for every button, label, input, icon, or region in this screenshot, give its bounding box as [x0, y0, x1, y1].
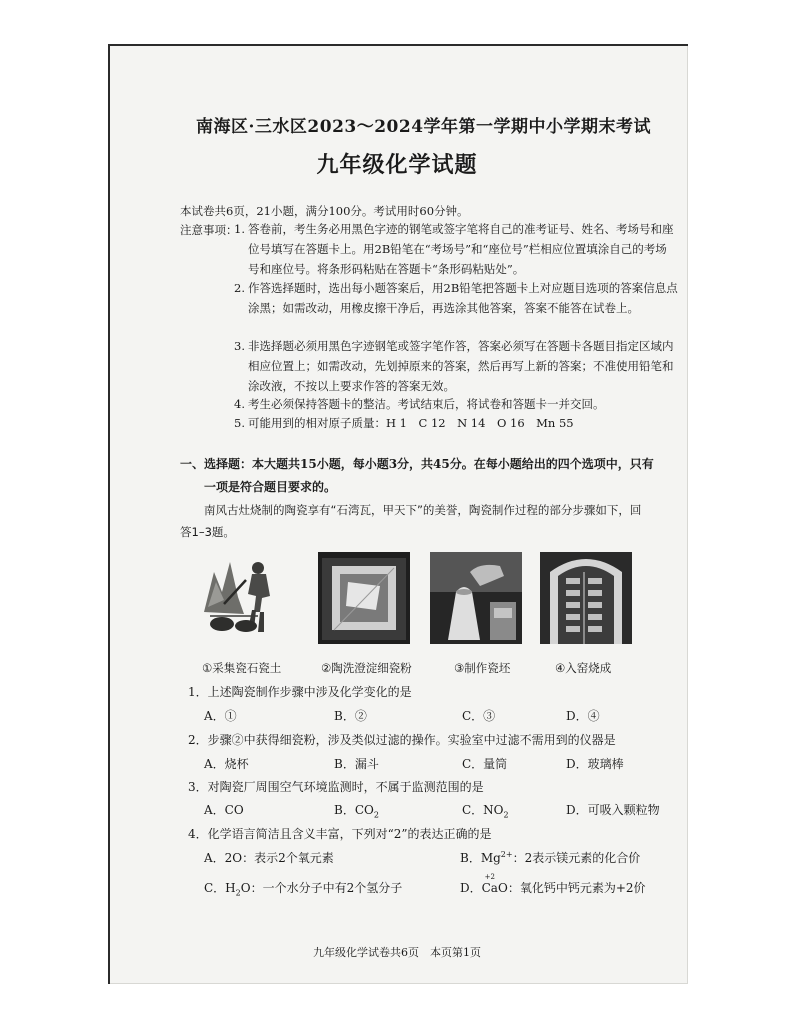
note-item — [234, 219, 678, 279]
q4-option-c-rest: O：一个水分子中有2个氢分子 — [240, 881, 403, 895]
note-item — [234, 278, 678, 318]
q4-option-b-rest: ：2表示镁元素的化合价 — [512, 851, 641, 865]
q3-option-c-sub: 2 — [503, 810, 509, 820]
q4-option-d-formula: CaO — [481, 881, 508, 895]
question-4-stem: 4．化学语言简洁且含义丰富，下列对“2”的表达正确的是 — [188, 827, 492, 841]
note-text: 可能用到的相对原子质量：H 1 C 12 N 14 O 16 Mn 55 — [248, 416, 574, 430]
note-item — [234, 413, 678, 433]
page-footer: 九年级化学试卷共6页 本页第1页 — [313, 946, 481, 959]
q1-option-b: B．② — [334, 709, 367, 723]
q4-option-c-sub: 2 — [235, 888, 241, 898]
q4-option-d — [460, 873, 646, 896]
note-item — [234, 336, 678, 396]
note-item — [234, 394, 678, 414]
q3-option-c — [462, 801, 509, 819]
note-text: 作答选择题时，选出每小题答案后，用2B铅笔把答题卡上对应题目选项的答案信息点涂黑；如需改动，用橡皮擦干净后，再选涂其他答案，答案不能答在试卷上。 — [248, 281, 678, 315]
section-heading: 一、选择题：本大题共15小题，每小题3分，共45分。在每小题给出的四个选项中，只有 — [180, 457, 654, 471]
step-caption-3: ③制作瓷坯 — [454, 661, 511, 675]
q2-option-b: B．漏斗 — [334, 757, 379, 771]
q4-option-b-text: B．Mg — [460, 851, 501, 865]
section-heading-cont: 一项是符合题目要求的。 — [204, 480, 337, 494]
question-2-stem: 2．步骤②中获得细瓷粉，涉及类似过滤的操作。实验室中过滤不需用到的仪器是 — [188, 733, 616, 747]
q4-option-c-text: C．H — [204, 881, 236, 895]
kiln-photo — [540, 552, 632, 644]
q2-option-a: A．烧杯 — [204, 757, 249, 771]
question-3-stem: 3．对陶瓷厂周围空气环境监测时，不属于监测范围的是 — [188, 780, 484, 794]
step-caption-1: ①采集瓷石瓷土 — [202, 661, 282, 675]
note-number: 5. — [234, 416, 245, 430]
q4-option-b — [460, 849, 640, 866]
mining-illustration — [200, 552, 292, 644]
q3-option-b-text: B．CO — [334, 803, 374, 817]
passage-text: 南风古灶烧制的陶瓷享有“石湾瓦，甲天下”的美誉，陶瓷制作过程的部分步骤如下，回 — [204, 503, 642, 517]
note-text: 非选择题必须用黑色字迹钢笔或签字笔作答，答案必须写在答题卡各题目指定区域内相应位置上；如需改动，先划掉原来的答案，然后再写上新的答案；不准使用铅笔和涂改液，不按以上要求作答的答案无效。 — [248, 339, 674, 393]
q4-option-d-text: D． — [460, 881, 482, 895]
note-number: 2. — [234, 281, 245, 295]
q1-option-c: C．③ — [462, 709, 496, 723]
q4-option-d-valence: +2 — [484, 873, 495, 881]
q4-option-d-formula-wrap — [481, 873, 508, 895]
notes-label: 注意事项： — [180, 223, 238, 237]
note-number: 3. — [234, 339, 245, 353]
q3-option-a: A．CO — [204, 803, 244, 817]
note-number: 1. — [234, 222, 245, 236]
question-1-stem: 1．上述陶瓷制作步骤中涉及化学变化的是 — [188, 685, 412, 699]
exam-intro: 本试卷共6页，21小题，满分100分。考试用时60分钟。 — [180, 204, 469, 218]
passage-text-cont: 答1–3题。 — [180, 525, 235, 539]
q2-option-c: C．量筒 — [462, 757, 508, 771]
q2-option-d: D．玻璃棒 — [566, 757, 624, 771]
q1-option-d: D．④ — [566, 709, 600, 723]
note-text: 考生必须保持答题卡的整洁。考试结束后，将试卷和答题卡一并交回。 — [248, 397, 605, 411]
exam-title: 南海区·三水区2023～2024学年第一学期中小学期末考试 — [196, 117, 652, 137]
q4-option-b-sup: 2+ — [500, 850, 513, 859]
q3-option-b-sub: 2 — [373, 810, 379, 820]
step-caption-4: ④入窑烧成 — [555, 661, 612, 675]
washing-photo — [318, 552, 410, 644]
note-text: 答卷前，考生务必用黑色字迹的钢笔或签字笔将自己的准考证号、姓名、考场号和座位号填写在答题卡上。用2B铅笔在“考场号”和“座位号”栏相应位置填涂自己的考场号和座位号。将条形码粘贴在答题卡“条形码粘贴处”。 — [248, 222, 674, 276]
q3-option-d: D．可吸入颗粒物 — [566, 803, 660, 817]
step-caption-2: ②陶洗澄淀细瓷粉 — [321, 661, 412, 675]
q3-option-b — [334, 801, 379, 819]
q3-option-c-text: C．NO — [462, 803, 504, 817]
pottery-wheel-photo — [430, 552, 522, 644]
q4-option-d-rest: ：氧化钙中钙元素为+2价 — [507, 881, 646, 895]
q1-option-a: A．① — [204, 709, 237, 723]
exam-subtitle: 九年级化学试题 — [316, 152, 478, 178]
note-number: 4. — [234, 397, 245, 411]
q4-option-a: A．2O：表示2个氧元素 — [204, 851, 334, 865]
q4-option-c — [204, 879, 402, 897]
